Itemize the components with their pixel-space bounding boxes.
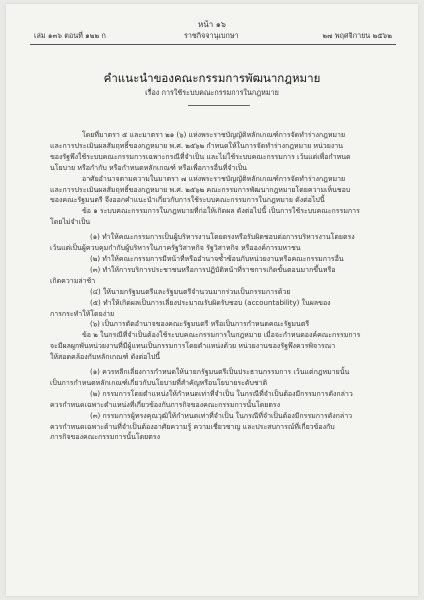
volume-issue: เล่ม ๑๓๖ ตอนที่ ๑๒๒ ก xyxy=(34,31,106,40)
clause-item: (๑) ควรหลีกเลี่ยงการกำหนดให้นายกรัฐมนตรีเป็นประธานกรรมการ เว้นแต่กฎหมายนั้น xyxy=(90,368,350,377)
body-line: จะมีผลผูกพันหน่วยงานที่มีผู้แทนเป็นกรรมการโดยตำแหน่งด้วย หน่วยงานของรัฐพึงควรพิจารณา xyxy=(50,342,336,351)
clause-item: (๑) ทำให้คณะกรรมการเป็นผู้บริหารงานโดยตรงหรือรับผิดชอบต่อการบริหารงานโดยตรง xyxy=(90,233,355,242)
body-line: และการประเมินผลสัมฤทธิ์ของกฎหมาย พ.ศ. ๒๕๖๒ กำหนดให้ในการจัดทำร่างกฎหมาย หน่วยงาน xyxy=(50,141,343,150)
body-line: ของรัฐพึงใช้ระบบคณะกรรมการเฉพาะกรณีที่จำเป็น และไม่ใช้ระบบคณะกรรมการ เว้นแต่เพื่อกำหนด xyxy=(50,152,351,161)
document-body xyxy=(50,130,388,443)
document-subject: เรื่อง การใช้ระบบคณะกรรมการในกฎหมาย xyxy=(145,88,279,97)
publication-name: ราชกิจจานุเบกษา xyxy=(184,31,239,40)
clause-item: (๓) กรรมการผู้ทรงคุณวุฒิให้กำหนดเท่าที่จำเป็น ในกรณีที่จำเป็นต้องมีกรรมการดังกล่าว xyxy=(90,411,353,420)
clause-item: (๔) ให้นายกรัฐมนตรีและรัฐมนตรีจำนวนมากร่วมเป็นกรรมการด้วย xyxy=(90,287,291,296)
clause-heading: ข้อ ๑ ระบบคณะกรรมการในกฎหมายที่ก่อให้เกิดผล ดังต่อไปนี้ เป็นการใช้ระบบคณะกรรมการ xyxy=(82,207,360,216)
body-line: และการประเมินผลสัมฤทธิ์ของกฎหมาย พ.ศ. ๒๕๖๒ คณะกรรมการพัฒนากฎหมายโดยความเห็นชอบ xyxy=(50,185,351,194)
body-line: ของคณะรัฐมนตรี จึงออกคำแนะนำเกี่ยวกับการใช้ระบบคณะกรรมการในกฎหมาย ดังต่อไปนี้ xyxy=(50,196,325,205)
publication-date: ๒๗ พฤศจิกายน ๒๕๖๒ xyxy=(322,31,392,40)
clause-item: (๓) ทำให้การบริการประชาชนหรือการปฏิบัติหน้าที่ราชการเกิดขั้นตอนมากขึ้นหรือ xyxy=(90,265,336,274)
gazette-header xyxy=(34,31,392,43)
body-line: ควรกำหนดเฉพาะด้านที่จำเป็นต้องอาศัยความรู้ ความเชี่ยวชาญ และประสบการณ์ที่เกี่ยวข้องกับ xyxy=(50,422,335,431)
body-line: นโยบาย หรือกำกับ หรือกำหนดหลักเกณฑ์ หรือเพื่อการอื่นที่จำเป็น xyxy=(50,163,247,172)
body-line: โดยที่มาตรา ๕ และมาตรา ๒๑ (๖) แห่งพระราชบัญญัติหลักเกณฑ์การจัดทำร่างกฎหมาย xyxy=(82,131,346,139)
body-line: โดยไม่จำเป็น xyxy=(50,218,91,227)
clause-item: (๖) เป็นการตัดอำนาจของคณะรัฐมนตรี หรือเป็นการกำหนดคณะรัฐมนตรี xyxy=(90,320,310,329)
body-line: ภารกิจของคณะกรรมการนั้นโดยตรง xyxy=(50,433,160,442)
clause-heading: ข้อ ๒ ในกรณีที่จำเป็นต้องใช้ระบบคณะกรรมการในกฎหมาย เมื่อจะกำหนดองค์คณะกรรมการ xyxy=(82,331,361,340)
clause-item: (๒) กรรมการโดยตำแหน่งให้กำหนดเท่าที่จำเป็น ในกรณีที่จำเป็นต้องมีกรรมการดังกล่าว xyxy=(90,389,353,398)
subject-divider xyxy=(188,105,250,106)
header-divider xyxy=(30,44,396,45)
body-line: อาศัยอำนาจตามความในมาตรา ๗ แห่งพระราชบัญญัติหลักเกณฑ์การจัดทำร่างกฎหมาย xyxy=(82,174,346,183)
page-number: หน้า ๑๖ xyxy=(198,20,226,29)
body-line: เกิดความล่าช้า xyxy=(50,276,96,285)
body-line: ควรกำหนดเฉพาะตำแหน่งที่เกี่ยวข้องกับภารกิจของคณะกรรมการนั้นโดยตรง xyxy=(50,400,281,409)
body-line: เป็นการกำหนดหลักเกณฑ์เกี่ยวกับนโยบายที่สำคัญหรือนโยบายระดับชาติ xyxy=(50,378,268,387)
clause-item: (๒) ทำให้คณะกรรมการมีหน้าที่หรืออำนาจซ้ำซ้อนกับหน่วยงานหรือคณะกรรมการอื่น xyxy=(90,254,344,263)
body-line: ให้สอดคล้องกับหลักเกณฑ์ ดังต่อไปนี้ xyxy=(50,353,161,362)
clause-item: (๕) ทำให้เกิดผลเป็นการเลี่ยงประมาณรับผิดรับชอบ (accountability) ในผลของ xyxy=(90,298,331,307)
gazette-page xyxy=(6,4,418,596)
document-title: คำแนะนำของคณะกรรมการพัฒนากฎหมาย xyxy=(103,71,321,85)
body-line: เว้นแต่เป็นผู้ควบคุมกำกับผู้บริหารในภาครัฐวิสาหกิจ รัฐวิสาหกิจ หรือองค์การมหาชน xyxy=(50,244,301,253)
body-line: การกระทำให้โดยง่าย xyxy=(50,309,115,318)
